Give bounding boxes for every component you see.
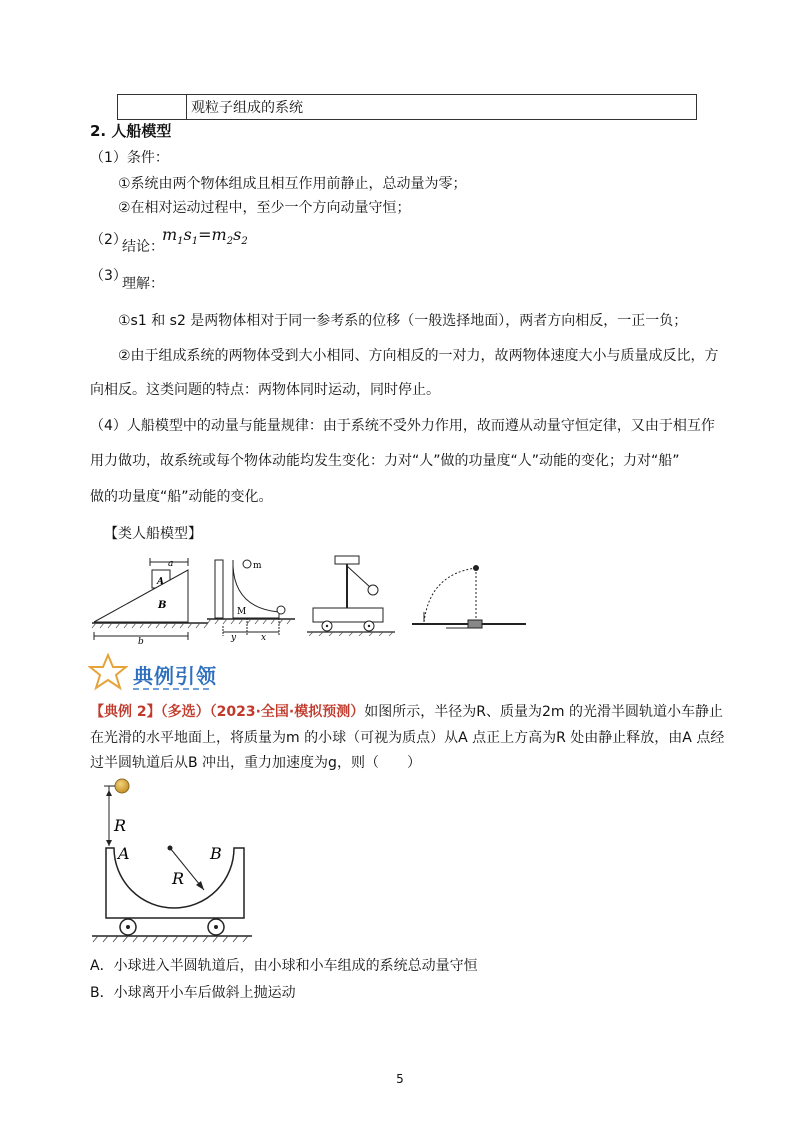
example-line-3: 过半圆轨道后从B 冲出，重力加速度为g，则（ ） — [90, 755, 421, 771]
similar-heading: 【类人船模型】 — [104, 526, 202, 542]
understanding-1: ①s1 和 s2 是两物体相对于同一参考系的位移（一般选择地面），两者方向相反，一正一负； — [118, 313, 688, 329]
conclusion-formula: $m_1s_1=m_2s_2$ — [162, 225, 248, 248]
option-B: B．小球离开小车后做斜上抛运动 — [90, 985, 296, 1001]
wedge-figure — [88, 556, 212, 646]
fig2-M-label: M — [237, 607, 247, 617]
star-icon — [88, 653, 128, 691]
example-line-1 — [90, 702, 723, 722]
fig2-x-label: x — [261, 633, 267, 643]
fig-main-B: B — [210, 844, 222, 863]
understanding-2b: 向相反。这类问题的特点：两物体同时运动，同时停止。 — [90, 382, 440, 398]
top-table — [117, 94, 697, 120]
energy-line-2: 用力做功，故系统或每个物体动能均发生变化：力对“人”做的功量度“人”动能的变化；力对“船” — [90, 453, 680, 469]
option-A: A．小球进入半圆轨道后，由小球和小车组成的系统总动量守恒 — [90, 958, 478, 974]
condition-1: ①系统由两个物体组成且相互作用前静止，总动量为零； — [118, 176, 467, 192]
conclusion-label: （2） — [90, 232, 127, 248]
banner-title: 典例引领 — [133, 664, 217, 688]
conditions-label: （1）条件： — [90, 150, 169, 166]
fig-main-A: A — [118, 844, 130, 863]
example-tag: 【典例 2】 — [90, 704, 161, 720]
fig2-m-label: m — [253, 561, 262, 571]
energy-line-3: 做的功量度“船”动能的变化。 — [90, 489, 273, 505]
quarter-arc-figure — [406, 556, 530, 648]
pendulum-cart-figure — [305, 550, 397, 636]
fig-main-R-top: R — [114, 816, 127, 835]
curved-track-figure — [205, 556, 297, 646]
condition-2: ②在相对运动过程中，至少一个方向动量守恒； — [118, 200, 411, 216]
fig2-y-label: y — [231, 633, 237, 643]
section-heading: 2. 人船模型 — [90, 122, 172, 140]
semicircle-cart-figure — [88, 776, 258, 948]
table-cell-empty — [118, 95, 187, 120]
fig-main-R-inner: R — [172, 869, 185, 888]
fig1-B-label: B — [158, 600, 167, 611]
example-line-2: 在光滑的水平地面上，将质量为m 的小球（可视为质点）从A 点正上方高为R 处由静止释放，由A 点经 — [90, 730, 725, 746]
fig1-b-label: b — [138, 637, 144, 646]
example-type: （多选） — [160, 704, 210, 720]
understanding-2a: ②由于组成系统的两物体受到大小相同、方向相反的一对力，故两物体速度大小与质量成反比，方 — [118, 348, 719, 364]
conclusion-text: 结论： — [122, 239, 164, 255]
fig1-A-label: A — [157, 577, 164, 587]
fig1-a-label: a — [168, 559, 174, 569]
energy-line-1: （4）人船模型中的动量与能量规律：由于系统不受外力作用，故而遵从动量守恒定律，又由于相互作 — [90, 418, 715, 434]
banner-underline — [133, 688, 209, 690]
example-source: （2023·全国·模拟预测） — [209, 704, 365, 720]
understanding-label: （3） — [90, 268, 127, 284]
understanding-text: 理解： — [122, 276, 164, 292]
page-number: 5 — [396, 1072, 404, 1086]
table-cell-text: 观粒子组成的系统 — [187, 95, 697, 120]
example-line-1-rest: 如图所示，半径为R、质量为2m 的光滑半圆轨道小车静止 — [364, 704, 723, 720]
